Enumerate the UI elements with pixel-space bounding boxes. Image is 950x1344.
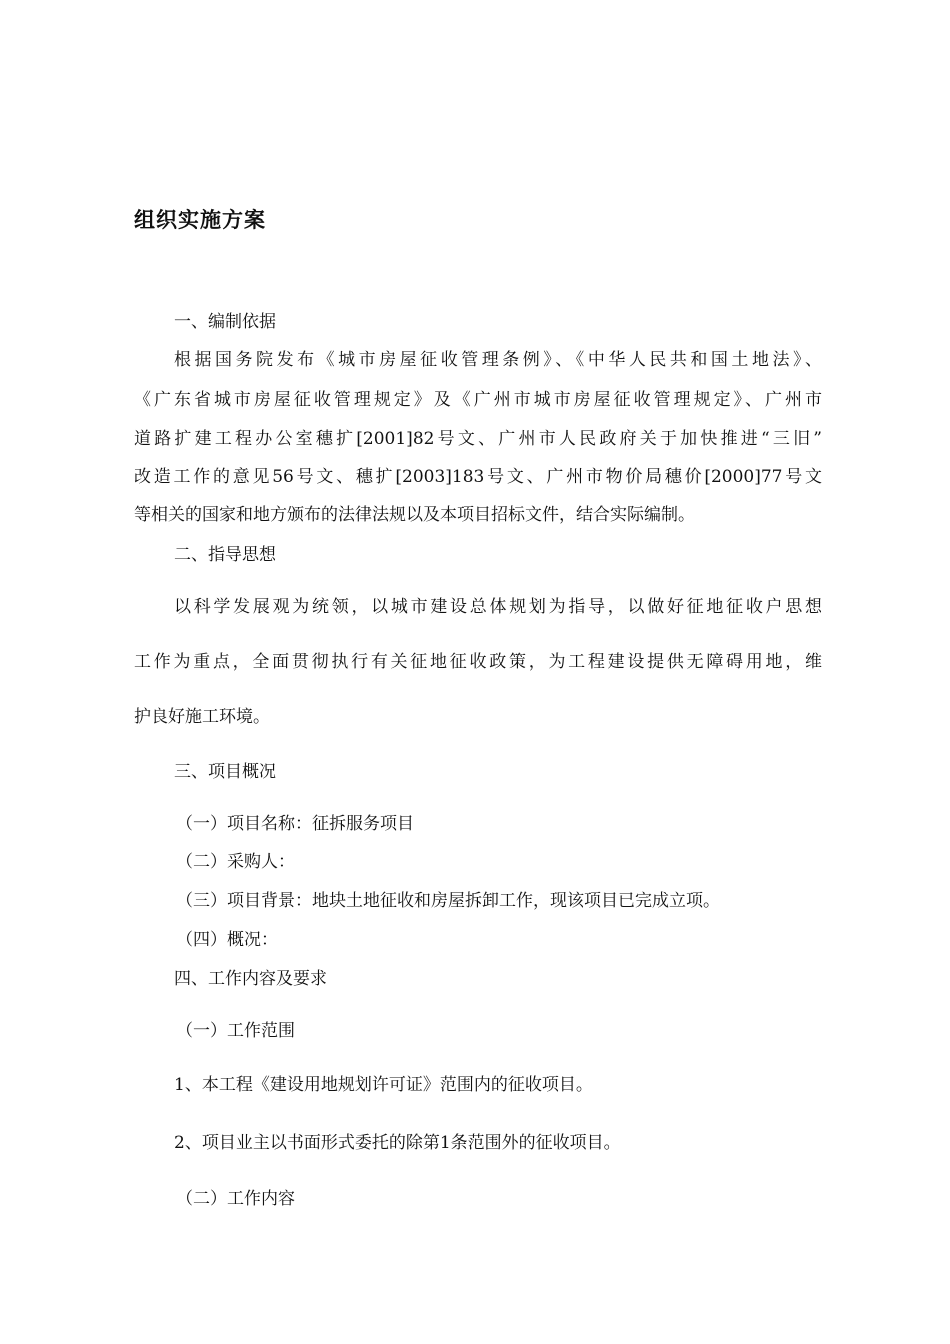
- section-heading-overview: 三、项目概况: [174, 762, 276, 782]
- section-heading-basis: 一、编制依据: [174, 312, 276, 332]
- section-heading-guidance: 二、指导思想: [174, 545, 276, 565]
- list-item: （四）概况：: [176, 930, 278, 950]
- subsection-heading: （二）工作内容: [176, 1189, 295, 1209]
- paragraph-line: 护良好施工环境。: [134, 707, 270, 727]
- document-title: 组织实施方案: [134, 208, 266, 232]
- paragraph-line: 工作为重点，全面贯彻执行有关征地征收政策，为工程建设提供无障碍用地，维: [134, 652, 822, 672]
- paragraph-line: 改造工作的意见56号文、穗扩[2003]183号文、广州市物价局穗价[2000]77号文: [134, 467, 822, 487]
- paragraph-line: 根据国务院发布《城市房屋征收管理条例》、《中华人民共和国土地法》、: [174, 350, 822, 370]
- list-item: 2、项目业主以书面形式委托的除第1条范围外的征收项目。: [174, 1133, 621, 1153]
- list-item: 1、本工程《建设用地规划许可证》范围内的征收项目。: [174, 1075, 593, 1095]
- paragraph-line: 等相关的国家和地方颁布的法律法规以及本项目招标文件，结合实际编制。: [134, 505, 695, 525]
- paragraph-line: 《广东省城市房屋征收管理规定》及《广州市城市房屋征收管理规定》、广州市: [134, 390, 822, 410]
- paragraph-line: 道路扩建工程办公室穗扩[2001]82号文、广州市人民政府关于加快推进“三旧”: [134, 429, 822, 449]
- list-item: （二）采购人：: [176, 852, 295, 872]
- paragraph-line: 以科学发展观为统领，以城市建设总体规划为指导，以做好征地征收户思想: [174, 597, 822, 617]
- subsection-heading: （一）工作范围: [176, 1021, 295, 1041]
- list-item: （一）项目名称：征拆服务项目: [176, 814, 414, 834]
- list-item: （三）项目背景：地块土地征收和房屋拆卸工作，现该项目已完成立项。: [176, 891, 720, 911]
- section-heading-work: 四、工作内容及要求: [174, 969, 327, 989]
